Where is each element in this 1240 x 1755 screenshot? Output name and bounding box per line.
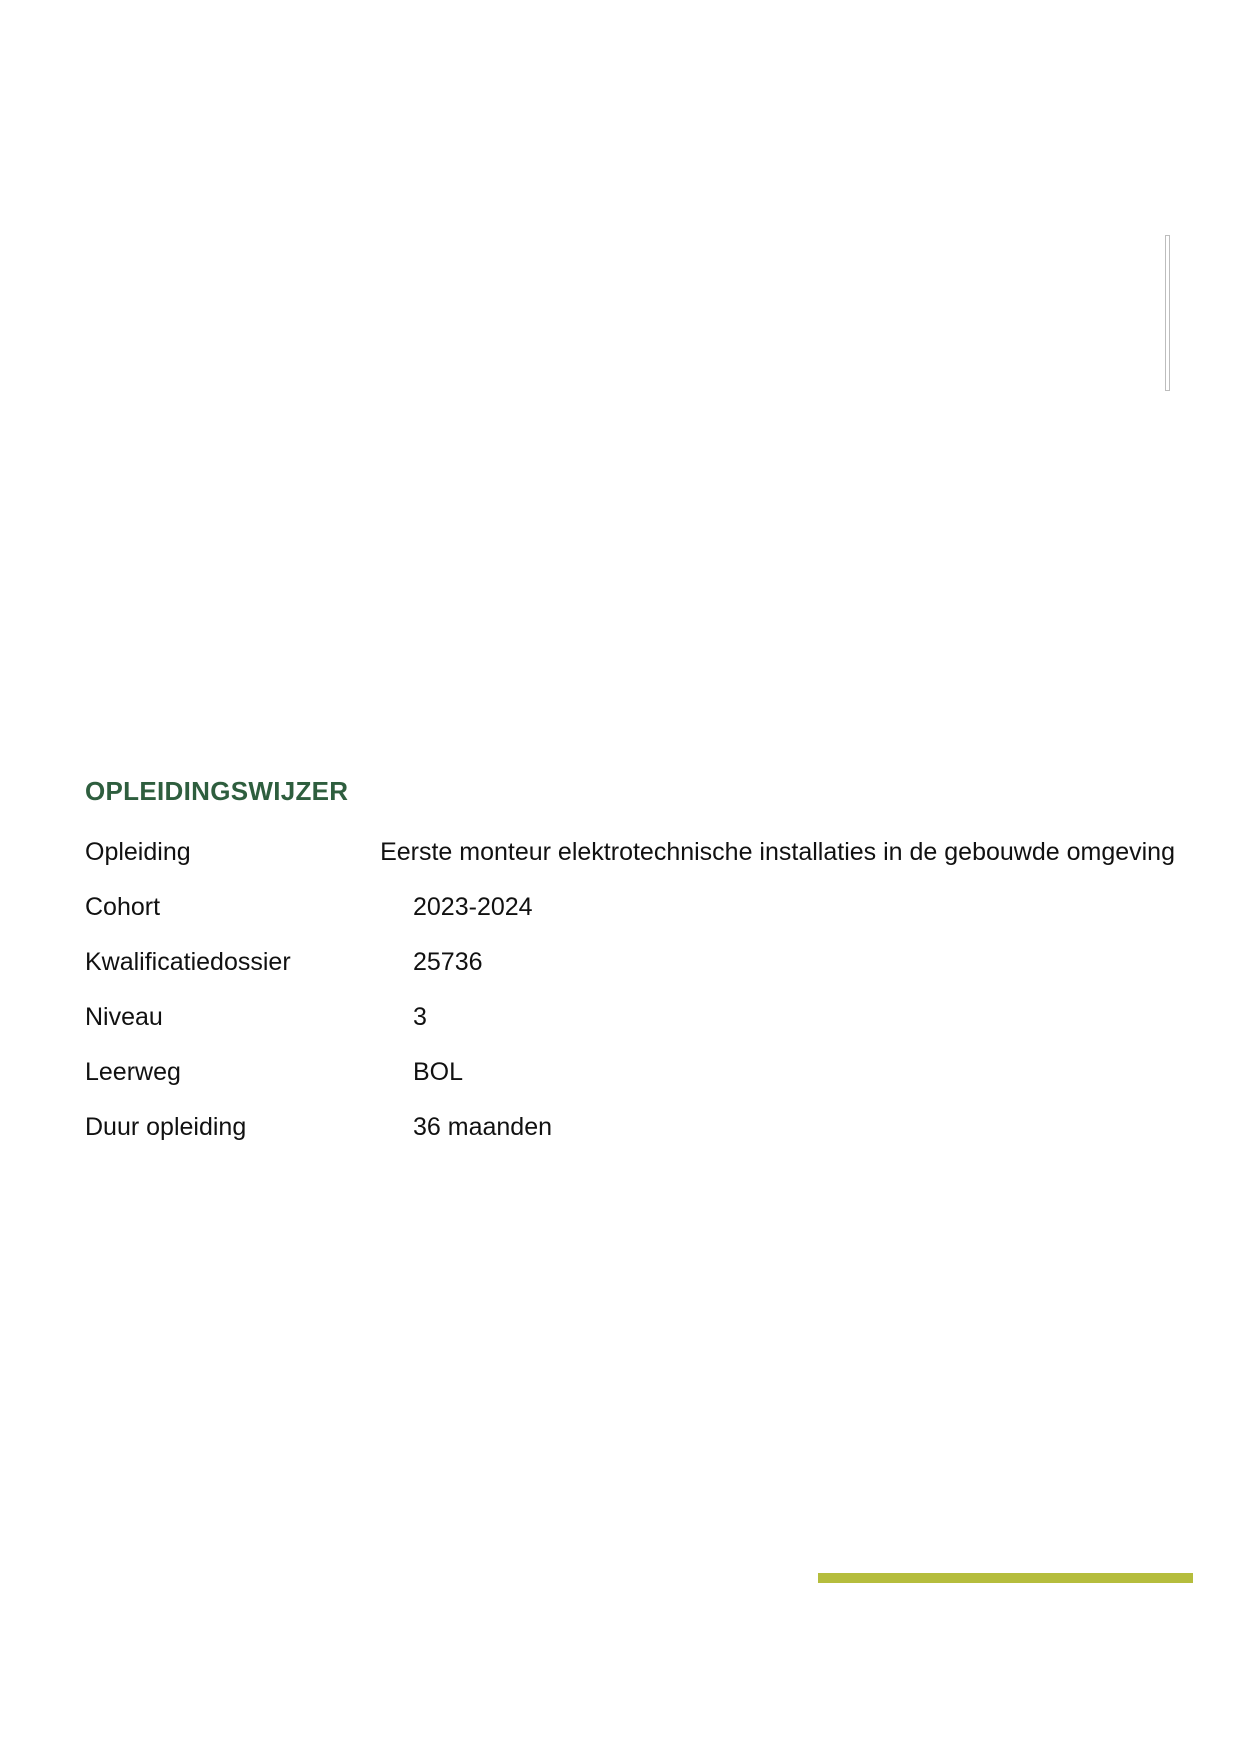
info-value: 25736 <box>413 947 483 976</box>
info-row-duur-opleiding <box>85 1099 1175 1154</box>
info-label: Opleiding <box>85 837 191 866</box>
vertical-divider-line <box>1165 235 1170 391</box>
info-row-niveau <box>85 989 1175 1044</box>
info-row-leerweg <box>85 1044 1175 1099</box>
document-title: OPLEIDINGSWIJZER <box>85 776 349 806</box>
info-label: Cohort <box>85 892 161 921</box>
info-label: Leerweg <box>85 1057 181 1086</box>
info-value: 36 maanden <box>413 1112 553 1141</box>
info-value: 2023-2024 <box>413 892 533 921</box>
info-label: Duur opleiding <box>85 1112 247 1141</box>
info-row-opleiding <box>85 824 1175 879</box>
info-row-kwalificatiedossier <box>85 934 1175 989</box>
info-value: 3 <box>413 1002 427 1031</box>
info-label: Niveau <box>85 1002 163 1031</box>
info-row-cohort <box>85 879 1175 934</box>
info-label: Kwalificatiedossier <box>85 947 291 976</box>
accent-bar <box>818 1573 1193 1583</box>
program-info-table <box>85 824 1175 1154</box>
info-value: BOL <box>413 1057 464 1086</box>
info-value: Eerste monteur elektrotechnische installaties in de gebouwde omgeving <box>380 837 1175 866</box>
